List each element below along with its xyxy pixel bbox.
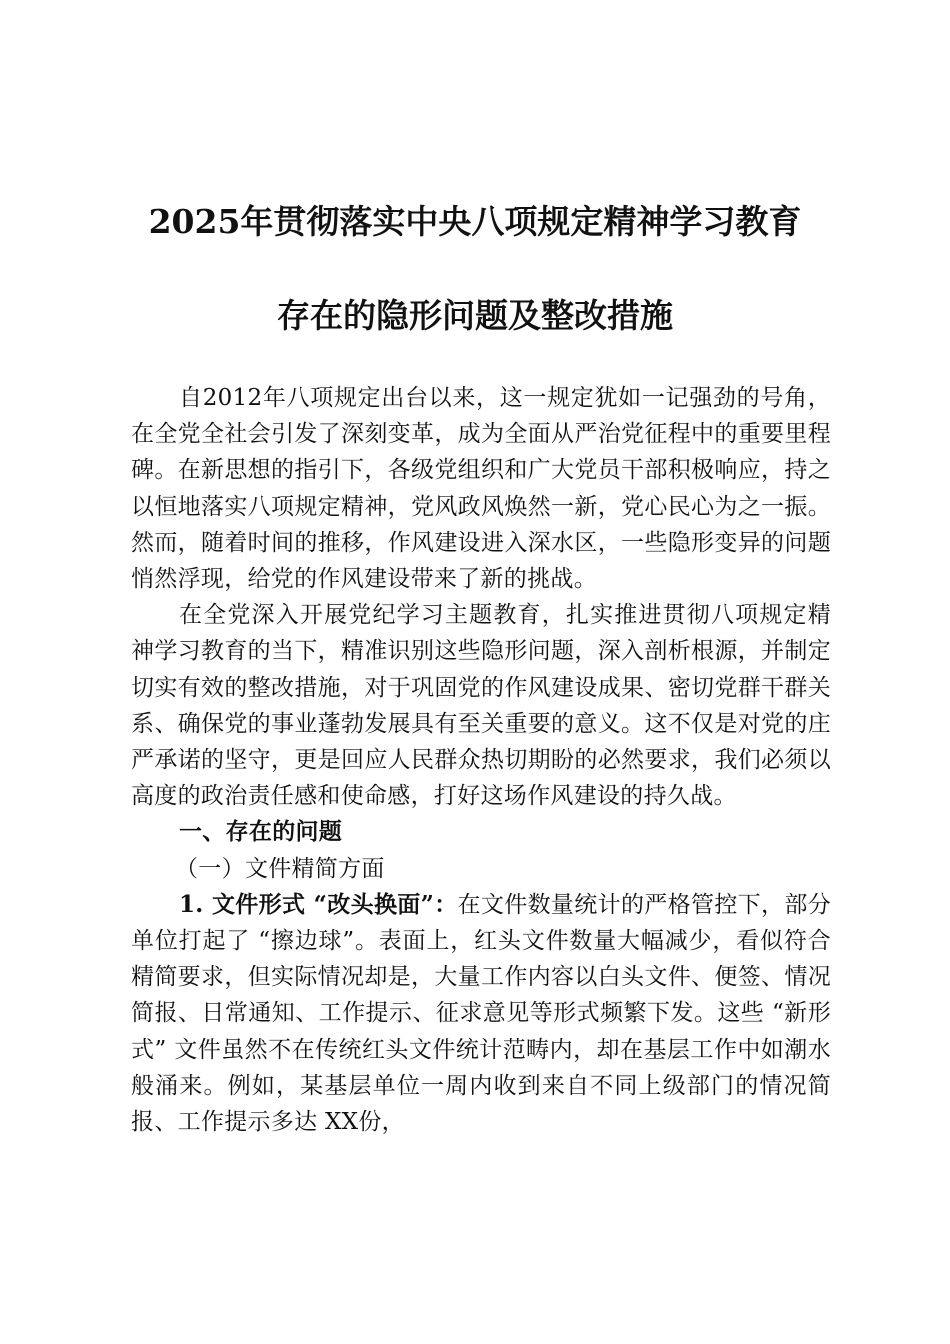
document-title-line-1: 2025年贯彻落实中央八项规定精神学习教育 xyxy=(148,202,802,241)
intro-paragraph-1: 自2012年八项规定出台以来，这一规定犹如一记强劲的号角，在全党全社会引发了深刻变革，成为全面从严治党征程中的重要里程碑。在新思想的指引下，各级党组织和广大党员干部积极响应，持之以恒地落实八项规定精神，党风政风焕然一新，党心民心为之一振。然而，随着时间的推移，作风建设进入深水区，一些隐形变异的问题悄然浮现，给党的作风建设带来了新的挑战。 xyxy=(131,385,831,593)
document-title-line-2: 存在的隐形问题及整改措施 xyxy=(277,296,673,335)
subsection-heading: （一）文件精简方面 xyxy=(175,855,385,882)
intro-paragraph-2: 在全党深入开展党纪学习主题教育，扎实推进贯彻八项规定精神学习教育的当下，精准识别这些隐形问题，深入剖析根源，并制定切实有效的整改措施，对于巩固党的作风建设成果、密切党群干群关系、确保党的事业蓬勃发展具有至关重要的意义。这不仅是对党的庄严承诺的坚守，更是回应人民群众热切期盼的必然要求，我们必须以高度的政治责任感和使命感，打好这场作风建设的持久战。 xyxy=(131,602,831,810)
item-1-paragraph xyxy=(131,887,831,1140)
document-body xyxy=(131,380,831,1140)
item-1-text: 在文件数量统计的严格管控下，部分单位打起了 “擦边球”。表面上，红头文件数量大幅减少，看似符合精简要求，但实际情况却是，大量工作内容以白头文件、便签、情况简报、日常通知、工作提示、征求意见等形式频繁下发。这些 “新形式” 文件虽然不在传统红头文件统计范畴内，却在基层工作中如潮水般涌来。例如，某基层单位一周内收到来自不同上级部门的情况简报、工作提示多达 XX份， xyxy=(131,891,831,1136)
section-heading: 一、存在的问题 xyxy=(179,818,343,846)
item-1-lead: 1. 文件形式 “改头换面”： xyxy=(179,890,458,918)
